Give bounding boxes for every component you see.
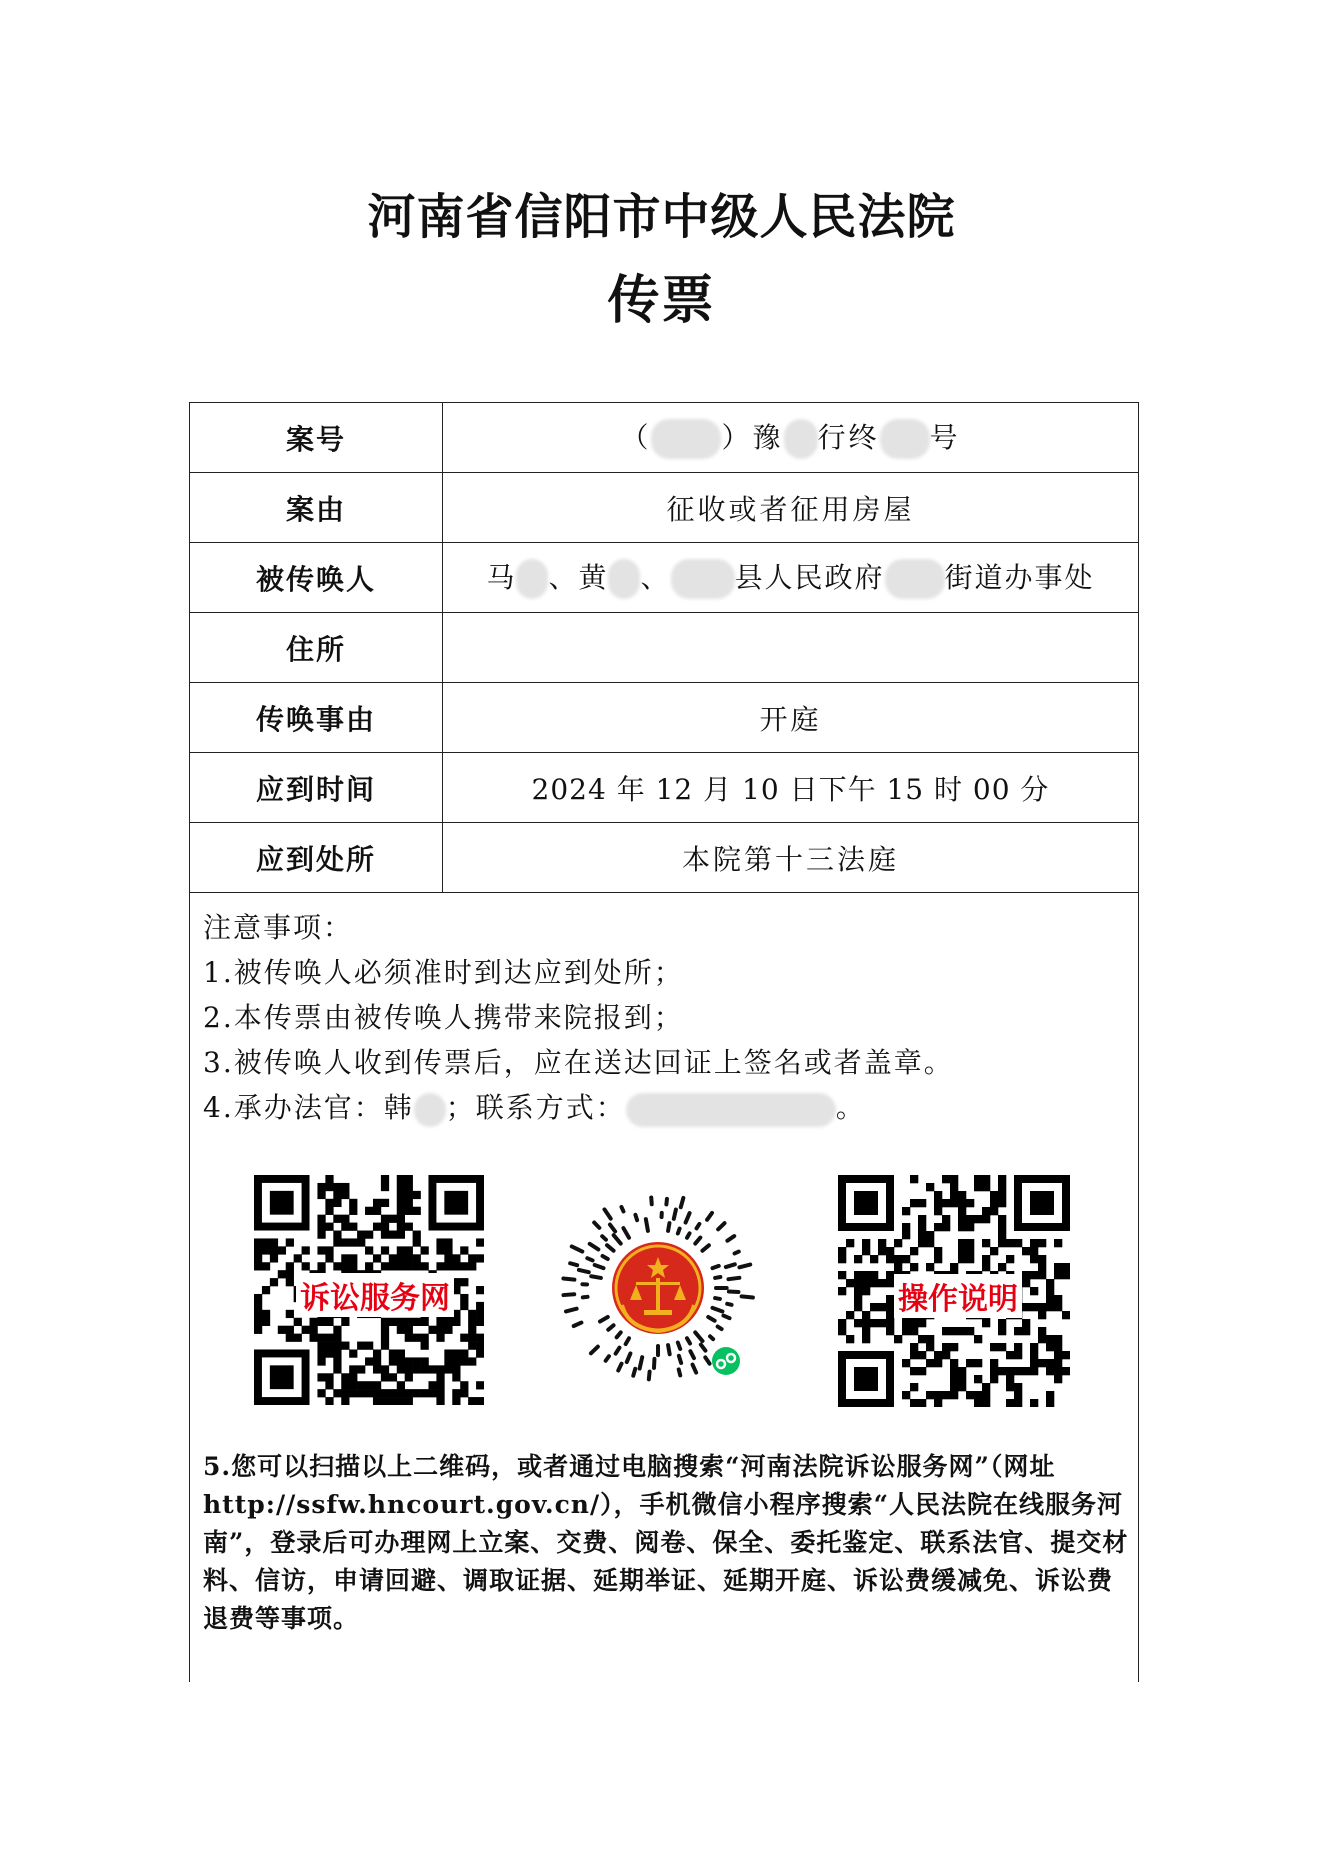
redaction — [626, 1093, 836, 1127]
mini-program-code[interactable] — [558, 1183, 758, 1393]
litigation-service-qr-code[interactable] — [254, 1175, 484, 1405]
redaction — [880, 419, 930, 459]
note-item: 4.承办法官：韩 ；联系方式： 。 — [203, 1085, 954, 1130]
notes-heading: 注意事项： — [203, 911, 354, 944]
table-row — [190, 613, 1139, 683]
redaction — [784, 419, 818, 459]
appear-time-label: 应到时间 — [190, 753, 443, 823]
redaction — [651, 419, 721, 459]
summoned-party-label: 被传唤人 — [190, 543, 443, 613]
cause-value: 征收或者征用房屋 — [443, 473, 1139, 543]
address-label: 住所 — [190, 613, 443, 683]
summoned-party-value: 马 、黄 、 县人民政府 街道办事处 — [443, 543, 1139, 613]
table-row — [190, 753, 1139, 823]
summons-table — [189, 402, 1139, 893]
notes-section — [203, 905, 954, 1130]
appear-place-value: 本院第十三法庭 — [443, 823, 1139, 893]
redaction — [671, 559, 735, 599]
summons-reason-label: 传唤事由 — [190, 683, 443, 753]
table-row — [190, 543, 1139, 613]
instructions-qr-code[interactable] — [838, 1175, 1070, 1407]
court-emblem-icon — [558, 1183, 758, 1393]
case-number-label: 案号 — [190, 403, 443, 473]
redaction — [608, 559, 640, 599]
qr-label-litigation-service: 诉讼服务网 — [296, 1273, 454, 1317]
appear-time-value: 2024 年 12 月 10 日下午 15 时 00 分 — [443, 753, 1139, 823]
redaction — [516, 559, 548, 599]
address-value — [443, 613, 1139, 683]
table-row — [190, 683, 1139, 753]
appear-place-label: 应到处所 — [190, 823, 443, 893]
note-item: 1.被传唤人必须准时到达应到处所； — [203, 956, 684, 989]
document-type: 传票 — [607, 270, 716, 331]
table-row — [190, 473, 1139, 543]
note-item: 2.本传票由被传唤人携带来院报到； — [203, 1001, 684, 1034]
table-row — [190, 403, 1139, 473]
cause-label: 案由 — [190, 473, 443, 543]
note-item: 3.被传唤人收到传票后，应在送达回证上签名或者盖章。 — [203, 1046, 954, 1079]
court-name: 河南省信阳市中级人民法院 — [367, 189, 956, 245]
redaction — [885, 559, 945, 599]
online-service-paragraph: 5.您可以扫描以上二维码，或者通过电脑搜索“河南法院诉讼服务网”（网址 http://ssfw.hncourt.gov.cn/），手机微信小程序搜索“人民法院在线服务河南”，登录后可办理网上立案、交费、阅卷、保全、委托鉴定、联系法官、提交材料、信访，申请回避、调取证据、延期举证、延期开庭、诉讼费缓减免、诉讼费退费等事项。 — [203, 1452, 1129, 1633]
table-row — [190, 823, 1139, 893]
qr-label-instructions: 操作说明 — [894, 1274, 1022, 1318]
case-number-value: （ ）豫 行终 号 — [443, 403, 1139, 473]
summons-reason-value: 开庭 — [443, 683, 1139, 753]
redaction — [414, 1093, 446, 1127]
